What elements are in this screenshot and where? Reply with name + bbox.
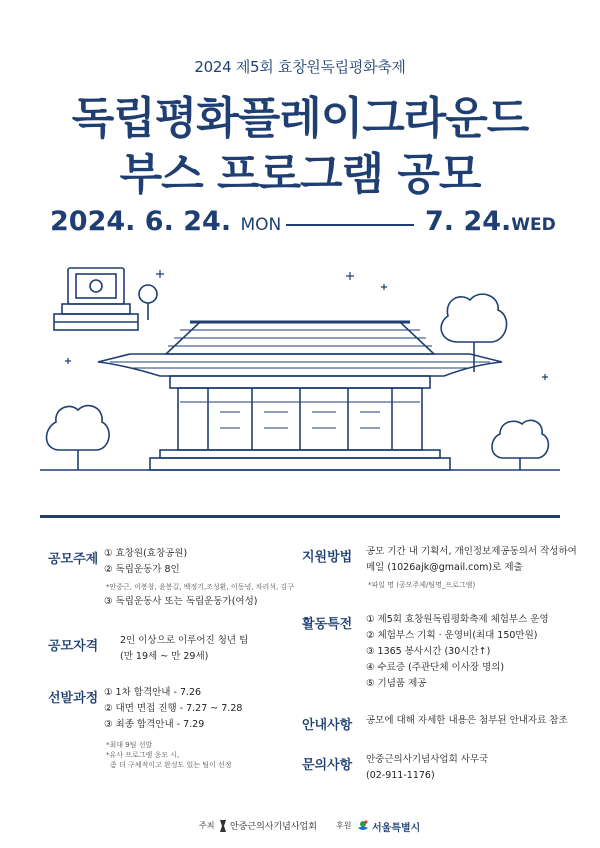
- selection-heading: 선발과정: [48, 691, 99, 706]
- footer: [0, 818, 600, 834]
- hall-icon: [150, 376, 450, 470]
- festival-subtitle: 2024 제5회 효창원독립평화축제: [194, 58, 406, 76]
- pavilion-illustration: [40, 262, 560, 480]
- benefit-item-1: ① 제5회 효창원독립평화축제 체험부스 운영: [366, 614, 549, 625]
- tree-icon: [47, 406, 110, 470]
- benefit-item-3: ③ 1365 봉사시간 (30시간↑): [366, 646, 491, 657]
- seoul-logo-icon: [356, 819, 370, 833]
- benefits-heading: 활동특전: [302, 617, 353, 632]
- contact-heading: 문의사항: [302, 758, 353, 773]
- date-end-value: 7. 24.: [425, 206, 512, 237]
- topic-item-1: ① 효창원(효창공원): [104, 548, 188, 559]
- date-start: [50, 206, 281, 237]
- selection-item-1: ① 1차 합격안내 - 7.26: [104, 687, 202, 698]
- topic-item-3: ③ 독립운동사 또는 독립운동가(여성): [104, 596, 258, 607]
- eligibility-item-1: 2인 이상으로 이루어진 청년 팀: [120, 635, 249, 646]
- eligibility-item-2: (만 19세 ~ 만 29세): [120, 651, 209, 662]
- host-logo-icon: [218, 818, 228, 834]
- host-label: 주최: [199, 821, 215, 830]
- selection-note-3: 좀 더 구체적이고 완성도 있는 팀이 선정: [110, 761, 232, 769]
- guide-heading: 안내사항: [302, 718, 353, 733]
- benefit-item-5: ⑤ 기념품 제공: [366, 678, 427, 689]
- selection-note-2: *유사 프로그램 응모 시,: [106, 751, 180, 759]
- monument-icon: [54, 268, 138, 330]
- host-name: 안중근의사기념사업회: [230, 822, 317, 832]
- apply-note: *파일 명 (공모주제/팀명_프로그램): [368, 581, 476, 589]
- tree-icon: [492, 420, 548, 470]
- date-end-day: WED: [511, 215, 556, 235]
- selection-note-1: *최대 9팀 선발: [106, 741, 153, 749]
- contact-item-1: 안중근의사기념사업회 사무국: [366, 754, 489, 765]
- date-start-value: 2024. 6. 24.: [50, 206, 232, 237]
- contact-item-2: (02-911-1176): [366, 770, 435, 781]
- main-title-line1: 독립평화플레이그라운드: [71, 93, 529, 144]
- date-end: [425, 206, 556, 237]
- tree-icon: [139, 285, 157, 320]
- topic-note: *안중근, 이봉창, 윤봉길, 백정기,조성환, 이동녕, 차리석, 김구: [106, 583, 294, 591]
- selection-item-3: ③ 최종 합격안내 - 7.29: [104, 719, 205, 730]
- section-divider: [40, 515, 560, 518]
- benefit-item-4: ④ 수료증 (주관단체 이사장 명의): [366, 662, 505, 673]
- guide-text: 공모에 대해 자세한 내용은 첨부된 안내자료 참조: [366, 715, 568, 726]
- sponsor-label: 후원: [336, 821, 352, 830]
- selection-item-2: ② 대면 면접 진행 - 7.27 ~ 7.28: [104, 703, 243, 714]
- apply-heading: 지원방법: [302, 550, 353, 565]
- benefit-item-2: ② 체험부스 기획 · 운영비(최대 150만원): [366, 630, 538, 641]
- topic-heading: 공모주제: [48, 552, 99, 567]
- sponsor-name: 서울특별시: [372, 823, 421, 834]
- main-title-line2: 부스 프로그램 공모: [119, 149, 481, 200]
- date-range-line: [286, 224, 414, 226]
- eligibility-heading: 공모자격: [48, 639, 99, 654]
- date-start-day: MON: [240, 215, 282, 235]
- apply-item-2: 메일 (1026ajk@gmail.com)로 제출: [366, 562, 523, 573]
- topic-item-2: ② 독립운동가 8인: [104, 564, 180, 575]
- apply-item-1: 공모 기간 내 기획서, 개인정보제공동의서 작성하여: [366, 546, 577, 557]
